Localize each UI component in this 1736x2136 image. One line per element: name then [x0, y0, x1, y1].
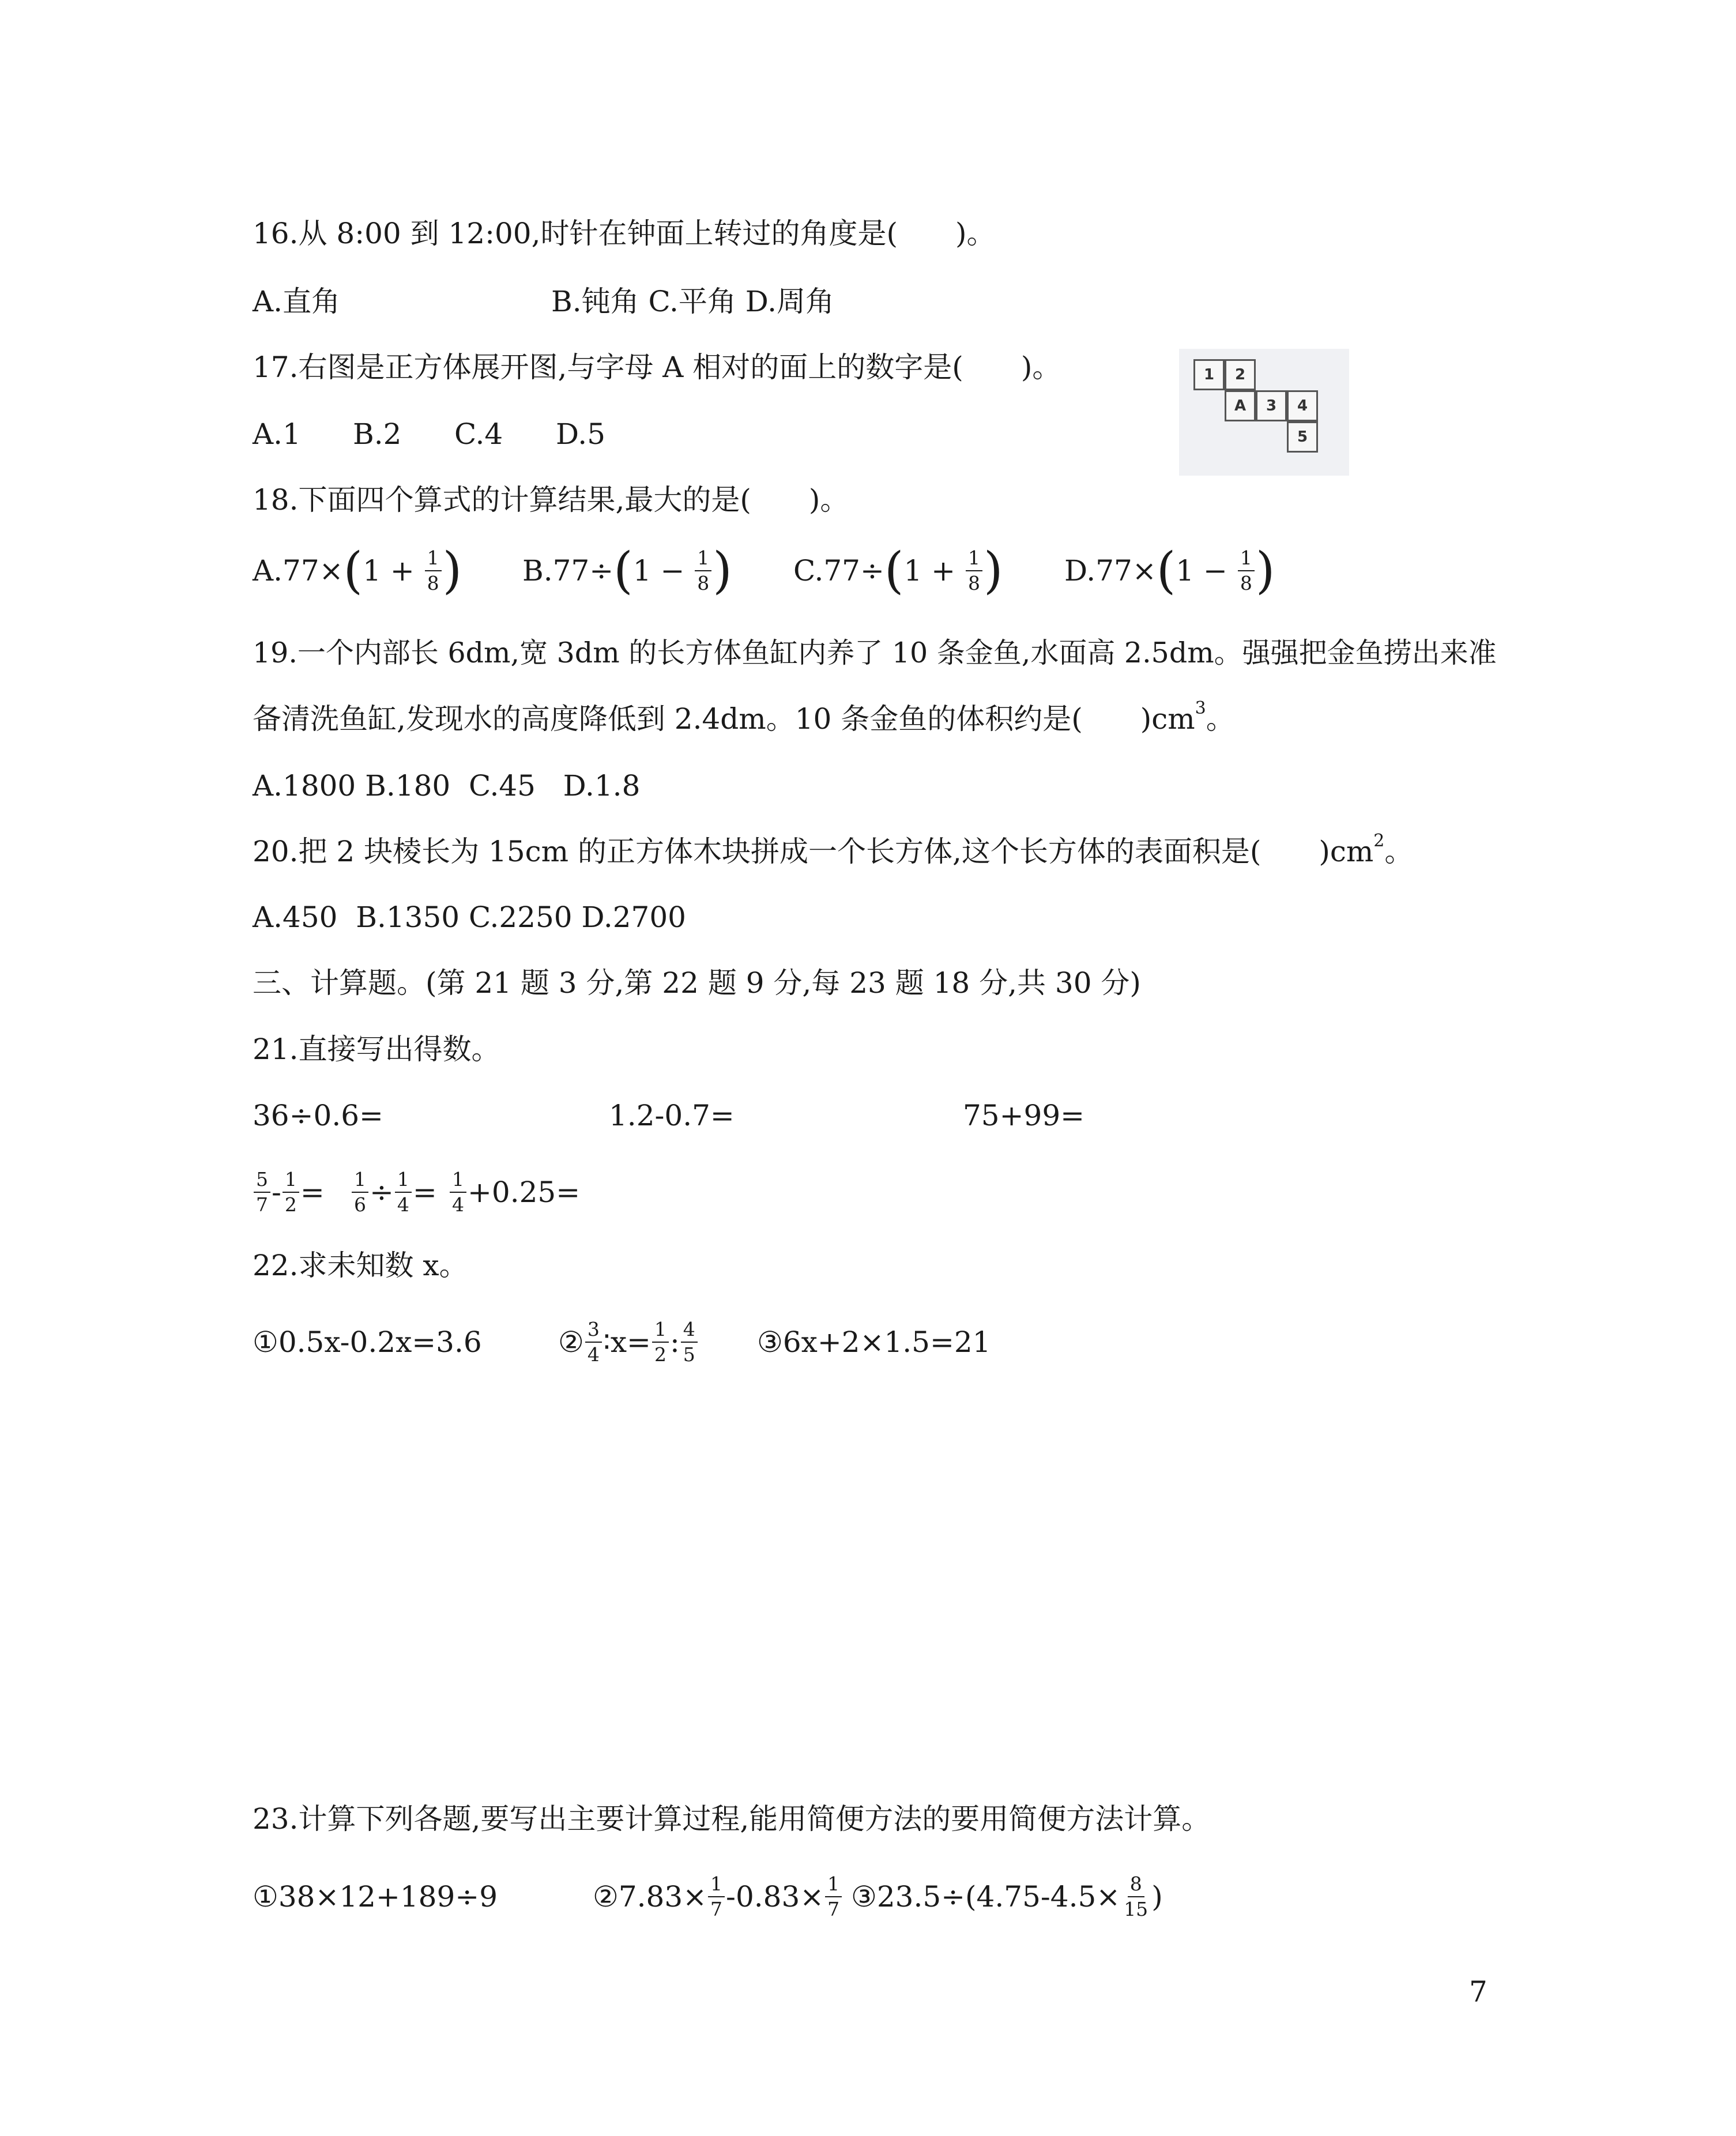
fraction: $\frac{1}{2}$	[283, 1169, 299, 1216]
q17-option-d: D.5	[556, 417, 606, 451]
q16-options	[253, 285, 834, 318]
q19-line1: 19.一个内部长 6dm,宽 3dm 的长方体鱼缸内养了 10 条金鱼,水面高 2.5dm。强强把金鱼捞出来准	[253, 636, 1497, 669]
fraction: $\frac{1}{8}$	[1238, 547, 1255, 594]
q23-problem-3: ③23.5÷(4.75-4.5× $\frac{8}{15}$ )	[851, 1873, 1163, 1920]
q17-option-c: C.4	[454, 417, 503, 451]
fraction: $\frac{1}{8}$	[425, 547, 442, 594]
q21-item-6: $\frac{1}{4}$ +0.25=	[449, 1163, 580, 1221]
net-face-5: 5	[1287, 421, 1318, 453]
fraction: $\frac{1}{4}$	[450, 1169, 466, 1216]
q17-stem: 17.右图是正方体展开图,与字母 A 相对的面上的数字是( )。	[253, 351, 1061, 384]
fraction: $\frac{3}{4}$	[585, 1318, 602, 1366]
q22-title: 22.求未知数 x。	[253, 1249, 468, 1282]
q23-problem-1: ①38×12+189÷9	[253, 1880, 498, 1913]
q21-item-3: 75+99=	[963, 1099, 1085, 1132]
fraction: $\frac{1}{2}$	[652, 1318, 669, 1366]
q23-problem-2: ②7.83× $\frac{1}{7}$ -0.83× $\frac{1}{7}$	[593, 1868, 843, 1926]
q20-stem: 20.把 2 块棱长为 15cm 的正方体木块拼成一个长方体,这个长方体的表面积是( )$cm^2$。	[253, 831, 1414, 868]
q19-options: A.1800 B.180 C.45 D.1.8	[253, 769, 641, 803]
q18-option-d: D.77× ( 1 − $\frac{1}{8}$ )	[1064, 542, 1275, 600]
q17-option-b: B.2	[353, 417, 402, 451]
q18-option-b: B.77÷ ( 1 − $\frac{1}{8}$ )	[522, 542, 732, 600]
q16-stem: 16.从 8:00 到 12:00,时针在钟面上转过的角度是( )。	[253, 217, 996, 250]
net-face-1: 1	[1193, 359, 1225, 390]
q22-problem-2: ② $\frac{3}{4}$ ∶x= $\frac{1}{2}$ : $\frac{4}{5}$	[558, 1313, 699, 1371]
q21-item-5: $\frac{1}{6}$ ÷ $\frac{1}{4}$ =	[351, 1163, 437, 1221]
fraction: $\frac{1}{8}$	[695, 547, 711, 594]
net-face-3: 3	[1256, 390, 1287, 421]
net-face-a: A	[1225, 390, 1256, 421]
q22-problem-1: ①0.5x-0.2x=3.6	[253, 1325, 482, 1359]
fraction: $\frac{1}{6}$	[352, 1169, 368, 1216]
net-face-2: 2	[1225, 359, 1256, 390]
q21-item-2: 1.2-0.7=	[609, 1099, 735, 1132]
q18-option-c: C.77÷ ( 1 + $\frac{1}{8}$ )	[793, 542, 1003, 600]
q19-line2: 备清洗鱼缸,发现水的高度降低到 2.4dm。10 条金鱼的体积约是( )$cm^3$。	[253, 698, 1235, 736]
q18-option-a: A.77× ( 1 + $\frac{1}{8}$ )	[253, 542, 462, 600]
section-three-heading: 三、计算题。(第 21 题 3 分,第 22 题 9 分,每 23 题 18 分,共 30 分)	[253, 966, 1141, 1000]
q23-title: 23.计算下列各题,要写出主要计算过程,能用简便方法的要用简便方法计算。	[253, 1802, 1211, 1836]
fraction: $\frac{8}{15}$	[1124, 1873, 1148, 1920]
net-face-4: 4	[1287, 390, 1318, 421]
fraction: $\frac{5}{7}$	[254, 1169, 270, 1216]
fraction: $\frac{1}{7}$	[708, 1873, 725, 1920]
q22-problem-3: ③6x+2×1.5=21	[757, 1325, 991, 1359]
q16-option-bcd: B.钝角 C.平角 D.周角	[551, 285, 834, 318]
fraction: $\frac{1}{7}$	[825, 1873, 842, 1920]
cube-net-figure	[1179, 349, 1349, 476]
q21-item-4: $\frac{5}{7}$ - $\frac{1}{2}$ =	[253, 1163, 325, 1221]
q21-item-1: 36÷0.6=	[253, 1099, 383, 1132]
fraction: $\frac{1}{8}$	[966, 547, 982, 594]
q16-option-a: A.直角	[253, 285, 341, 318]
fraction: $\frac{4}{5}$	[681, 1318, 698, 1366]
q21-title: 21.直接写出得数。	[253, 1033, 500, 1066]
page-number: 7	[1469, 1975, 1488, 2009]
q17-option-a: A.1	[253, 417, 301, 451]
q20-options: A.450 B.1350 C.2250 D.2700	[253, 901, 686, 934]
fraction: $\frac{1}{4}$	[395, 1169, 412, 1216]
q18-stem: 18.下面四个算式的计算结果,最大的是( )。	[253, 483, 849, 517]
